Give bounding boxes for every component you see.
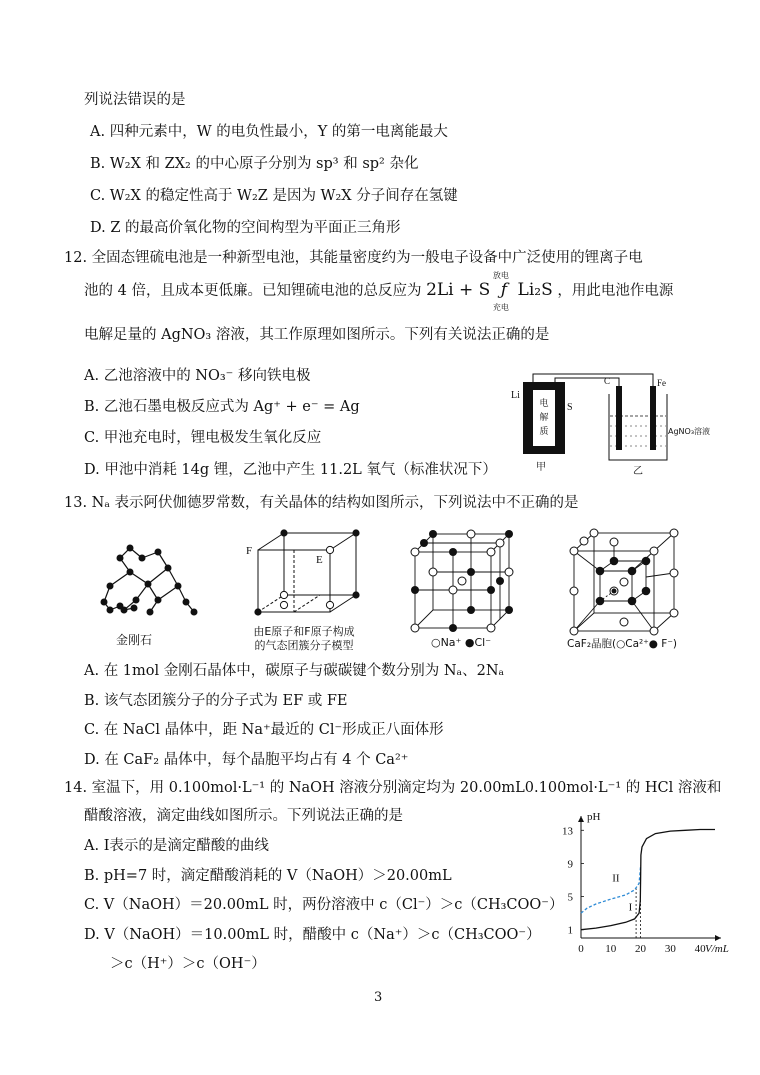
y-axis-arrow bbox=[578, 816, 584, 822]
reaction-arrow-top: 放电 bbox=[492, 271, 509, 280]
label-li: Li bbox=[511, 390, 520, 401]
series-line-I bbox=[581, 830, 715, 930]
q14-option-d-line1: D. V（NaOH）＝10.00mL 时，醋酸中 c（Na⁺）＞c（CH₃COO⁻） bbox=[84, 927, 541, 943]
q12-option-a: A. 乙池溶液中的 NO₃⁻ 移向铁电极 bbox=[84, 368, 311, 384]
x-tick-label: 0 bbox=[578, 943, 584, 955]
cluster-caption-1: 由E原子和F原子构成 bbox=[253, 625, 355, 638]
chart-ticks bbox=[562, 811, 729, 955]
q12-line3: 电解足量的 AgNO₃ 溶液，其工作原理如图所示。下列有关说法正确的是 bbox=[84, 327, 550, 343]
nacl-legend: ○Na⁺ ●Cl⁻ bbox=[430, 636, 492, 649]
q11-option-d: D. Z 的最高价氧化物的空间构型为平面正三角形 bbox=[90, 220, 401, 236]
q14-option-d-line2: ＞c（H⁺）＞c（OH⁻） bbox=[110, 956, 266, 972]
x-tick-label: 10 bbox=[605, 943, 617, 955]
reaction-right: Li₂S bbox=[517, 280, 553, 300]
x-axis-label: V/mL bbox=[705, 943, 729, 955]
y-axis-label: pH bbox=[587, 811, 601, 823]
q12-line2-pre: 池的 4 倍，且成本更低廉。已知锂硫电池的总反应为 bbox=[84, 283, 422, 299]
electrolysis-figure bbox=[505, 370, 711, 480]
q14-line2: 醋酸溶液，滴定曲线如图所示。下列说法正确的是 bbox=[84, 808, 403, 824]
y-tick-label: 13 bbox=[562, 825, 573, 838]
electrolyte-char-3: 质 bbox=[539, 426, 549, 436]
reaction-arrow-symbol: ƒ bbox=[500, 280, 508, 300]
label-yi: 乙 bbox=[633, 466, 643, 477]
chart-series bbox=[581, 830, 715, 930]
electrode-c bbox=[616, 386, 622, 450]
label-solution: AgNO₃溶液 bbox=[668, 427, 711, 436]
electrolyte-char-2: 解 bbox=[539, 412, 549, 422]
label-jia: 甲 bbox=[536, 462, 546, 473]
diamond-figure bbox=[90, 528, 215, 653]
electrode-fe bbox=[650, 386, 656, 450]
q14-line1: 14. 室温下，用 0.100mol·L⁻¹ 的 NaOH 溶液分别滴定均为 20.00mL0.100mol·L⁻¹ 的 HCl 溶液和 bbox=[64, 780, 722, 796]
q13-stem: 13. Nₐ 表示阿伏伽德罗常数，有关晶体的结构如图所示，下列说法中不正确的是 bbox=[64, 495, 579, 511]
electrolyte-char-1: 电 bbox=[539, 398, 549, 408]
x-tick-label: 40 bbox=[694, 943, 706, 955]
q14-option-b: B. pH=7 时，滴定醋酸消耗的 V（NaOH）＞20.00mL bbox=[84, 868, 452, 884]
y-tick-label: 5 bbox=[567, 891, 573, 904]
cluster-label-f: F bbox=[246, 545, 253, 557]
q11-option-b: B. W₂X 和 ZX₂ 的中心原子分别为 sp³ 和 sp² 杂化 bbox=[90, 156, 419, 172]
page-number: 3 bbox=[374, 990, 383, 1005]
q12-option-b: B. 乙池石墨电极反应式为 Ag⁺ + e⁻ = Ag bbox=[84, 399, 360, 415]
q11-option-a: A. 四种元素中，W 的电负性最小，Y 的第一电离能最大 bbox=[90, 124, 448, 140]
x-tick-label: 30 bbox=[664, 943, 676, 955]
q11-stem-tail: 列说法错误的是 bbox=[84, 92, 186, 108]
series-label-I: I bbox=[628, 901, 633, 914]
q13-option-a: A. 在 1mol 金刚石晶体中，碳原子与碳碳键个数分别为 Nₐ、2Nₐ bbox=[84, 663, 505, 679]
q12-line2-post: ，用此电池作电源 bbox=[557, 283, 674, 299]
titration-chart bbox=[545, 812, 730, 962]
q14-option-c: C. V（NaOH）＝20.00mL 时，两份溶液中 c（Cl⁻）＞c（CH₃COO⁻） bbox=[84, 897, 564, 913]
q14-option-a: A. I表示的是滴定醋酸的曲线 bbox=[84, 838, 269, 854]
y-tick-label: 1 bbox=[567, 924, 573, 937]
q13-option-b: B. 该气态团簇分子的分子式为 EF 或 FE bbox=[84, 693, 348, 709]
reaction-arrow bbox=[492, 271, 513, 312]
caf2-legend: CaF₂晶胞(○Ca²⁺● F⁻) bbox=[567, 638, 677, 650]
label-fe: Fe bbox=[657, 378, 666, 388]
reaction-arrow-bottom: 充电 bbox=[492, 303, 509, 312]
x-axis-arrow bbox=[715, 935, 721, 941]
q13-option-d: D. 在 CaF₂ 晶体中，每个晶胞平均占有 4 个 Ca²⁺ bbox=[84, 752, 409, 768]
nacl-figure bbox=[405, 522, 520, 652]
q12-line1: 12. 全固态锂硫电池是一种新型电池，其能量密度约为一般电子设备中广泛使用的锂离子电 bbox=[64, 250, 643, 266]
q12-option-c: C. 甲池充电时，锂电极发生氧化反应 bbox=[84, 430, 322, 446]
q12-option-d: D. 甲池中消耗 14g 锂，乙池中产生 11.2L 氧气（标准状况下） bbox=[84, 462, 497, 478]
x-tick-label: 20 bbox=[635, 943, 647, 955]
q13-option-c: C. 在 NaCl 晶体中，距 Na⁺最近的 Cl⁻形成正八面体形 bbox=[84, 722, 444, 738]
q12-line2 bbox=[84, 271, 674, 312]
label-s: S bbox=[567, 402, 573, 413]
reaction-left: 2Li + S bbox=[426, 280, 491, 300]
caf2-figure bbox=[560, 525, 695, 655]
series-label-II: II bbox=[612, 872, 620, 885]
label-c: C bbox=[604, 376, 611, 386]
cluster-figure bbox=[238, 525, 378, 655]
cluster-caption-2: 的气态团簇分子模型 bbox=[254, 639, 354, 652]
chart-axes bbox=[578, 816, 721, 941]
y-tick-label: 9 bbox=[567, 858, 573, 871]
cluster-label-e: E bbox=[316, 554, 323, 566]
q11-option-c: C. W₂X 的稳定性高于 W₂Z 是因为 W₂X 分子间存在氢键 bbox=[90, 188, 458, 204]
diamond-label: 金刚石 bbox=[115, 633, 153, 647]
